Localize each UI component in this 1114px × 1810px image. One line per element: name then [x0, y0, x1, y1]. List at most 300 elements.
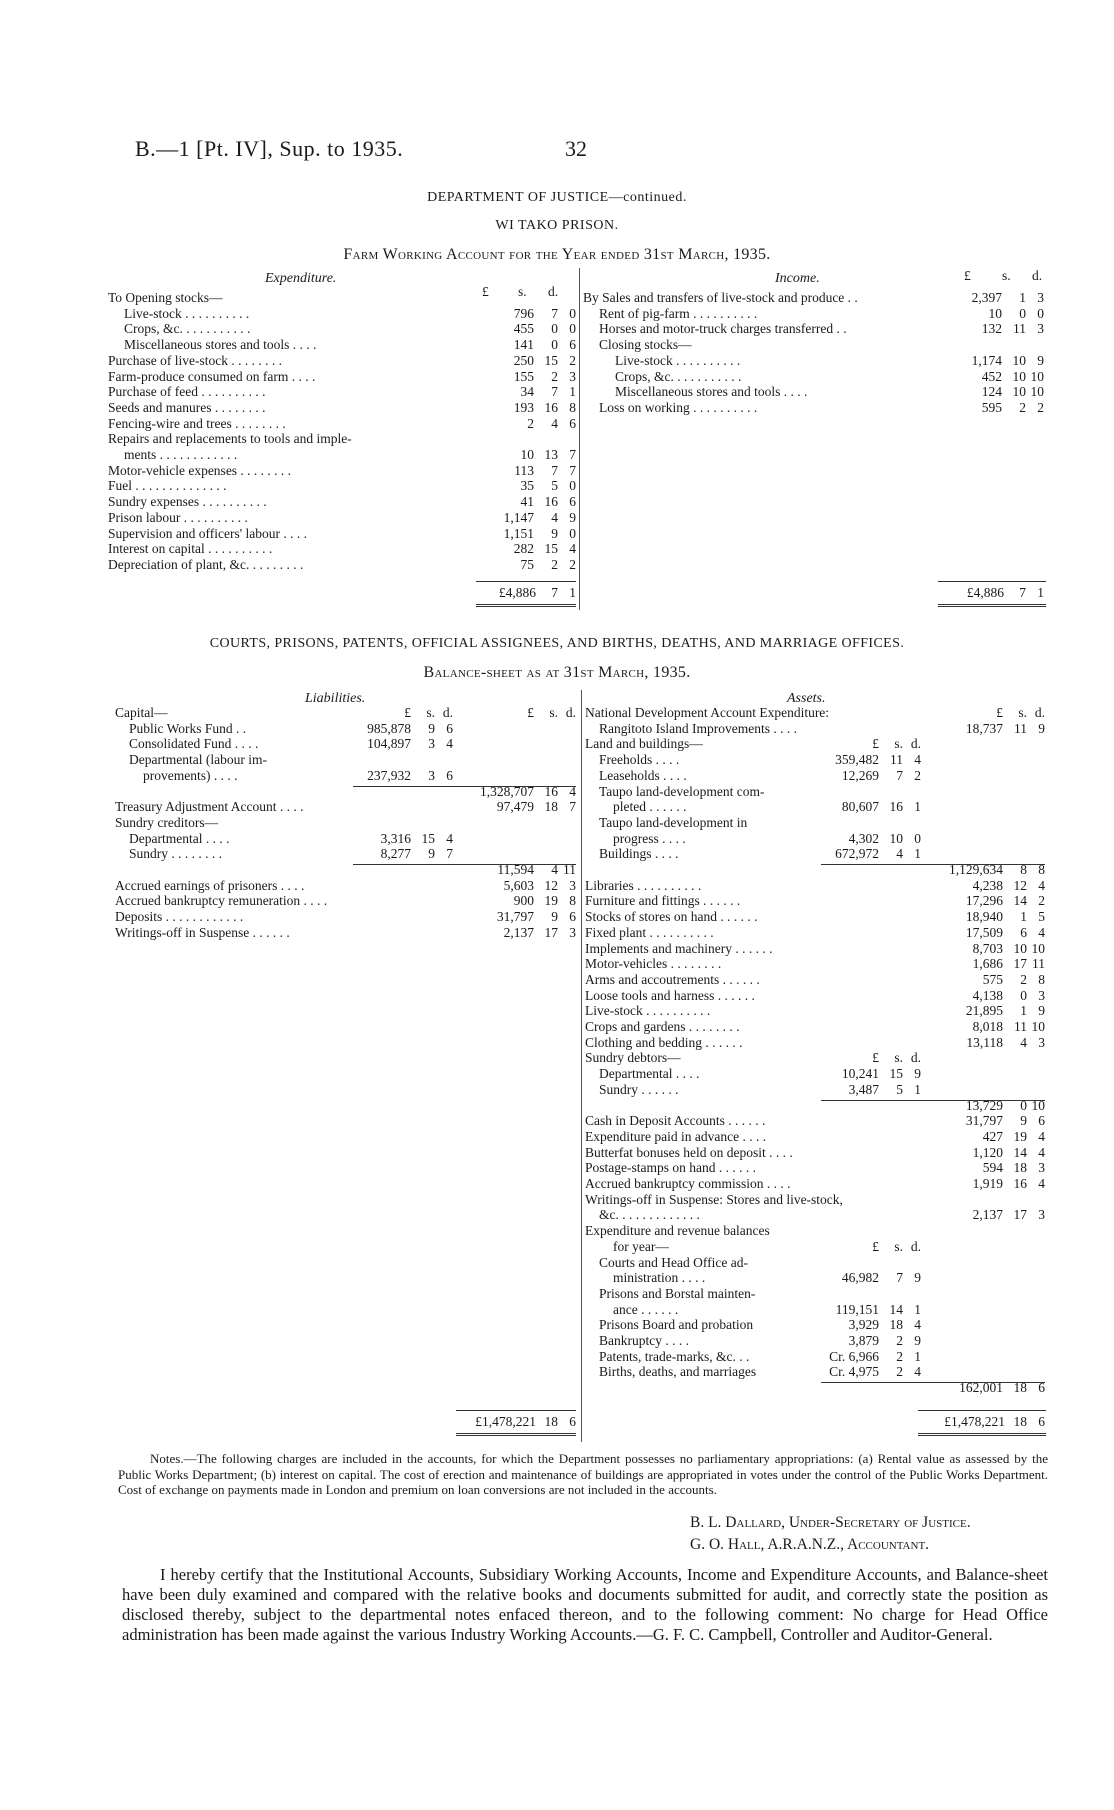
asset-row-inner-shillings: 18 — [889, 1317, 903, 1333]
exp-row-pounds: 35 — [520, 478, 534, 494]
inc-row-shillings: 11 — [1013, 321, 1026, 337]
asset-row-label: pleted . . . . . . — [613, 799, 687, 815]
asset-row-inner-pence: 1 — [914, 1081, 921, 1097]
asset-row-subtotal-rule — [821, 1382, 1045, 1383]
asset-row-inner-pence: 9 — [914, 1270, 921, 1286]
asset-row-pounds: 1,919 — [972, 1176, 1003, 1191]
asset-row-inner-shillings: s. — [894, 1050, 903, 1066]
inc-row-label: Rent of pig-farm . . . . . . . . . . — [599, 305, 758, 321]
asset-row-inner-pence: d. — [910, 1050, 921, 1066]
inc-row-label: Live-stock . . . . . . . . . . — [615, 352, 741, 368]
asset-row-shillings: 1 — [1020, 1003, 1027, 1019]
liab-total-rule — [456, 1410, 576, 1411]
exp-row-pence: 8 — [569, 399, 576, 415]
exp-row-pence: 0 — [569, 478, 576, 494]
asset-row-subtotal-rule — [821, 1100, 1045, 1101]
asset-row-label: Loose tools and harness . . . . . . — [585, 987, 755, 1003]
exp-row-shillings: 16 — [544, 494, 558, 510]
exp-row-pence: 9 — [569, 509, 576, 525]
asset-row-pence: 2 — [1038, 893, 1045, 909]
asset-row-shillings: 0 — [1020, 987, 1027, 1003]
asset-row-label: Cash in Deposit Accounts . . . . . . — [585, 1113, 766, 1129]
expenditure-label: Expenditure. — [265, 271, 337, 286]
asset-row-label: Postage-stamps on hand . . . . . . — [585, 1160, 756, 1176]
inc-row-pounds: 2,397 — [971, 290, 1002, 305]
asset-row-shillings: 18 — [1013, 1380, 1027, 1396]
liab-row-label: Accrued bankruptcy remuneration . . . . — [115, 893, 328, 909]
liab-row-inner-pounds: £ — [404, 705, 411, 720]
asset-row-pounds: 18,737 — [965, 720, 1003, 736]
inc-row-pence: 10 — [1030, 384, 1044, 400]
asset-row-shillings: 18 — [1013, 1160, 1027, 1176]
asset-row-shillings: 12 — [1013, 877, 1027, 893]
asset-row-inner-shillings: s. — [894, 736, 903, 752]
asset-row-shillings: 11 — [1014, 1019, 1027, 1034]
liab-row-subtotal-rule — [353, 864, 576, 865]
liab-row-shillings: s. — [549, 705, 558, 720]
exp-row-label: Farm-produce consumed on farm . . . . — [108, 368, 316, 384]
asset-row-inner-pence: 1 — [914, 799, 921, 815]
exp-row-pounds: 155 — [513, 368, 534, 384]
asset-row-pence: 8 — [1038, 862, 1045, 877]
farm-divider — [579, 268, 580, 610]
asset-row-inner-pounds: 80,607 — [841, 799, 879, 815]
liab-row-inner-pence: 7 — [446, 846, 453, 862]
exp-row-pence: 7 — [569, 447, 576, 462]
asset-row-shillings: 14 — [1013, 893, 1027, 909]
bs-subtitle: Balance-sheet as at 31st March, 1935. — [423, 664, 691, 681]
asset-row-inner-pence: 1 — [914, 1301, 921, 1317]
exp-row-label: Depreciation of plant, &c. . . . . . . . . — [108, 556, 304, 572]
inc-row-shillings: 10 — [1012, 352, 1026, 368]
inc-row-label: By Sales and transfers of live-stock and produce . . — [583, 290, 858, 305]
asset-row-pounds: 13,729 — [965, 1097, 1003, 1113]
asset-row-inner-pounds: Cr. 6,966 — [829, 1348, 879, 1364]
asset-row-pounds: 18,940 — [965, 909, 1003, 925]
asset-row-inner-pounds: £ — [872, 1238, 879, 1254]
asset-row-shillings: 4 — [1020, 1034, 1027, 1050]
exp-row-label: Purchase of live-stock . . . . . . . . — [108, 352, 282, 368]
liab-row-shillings: 4 — [551, 862, 558, 877]
inc-row-label: Horses and motor-truck charges transferred . . — [599, 321, 847, 337]
assets-label: Assets. — [787, 691, 826, 706]
asset-row-label: Taupo land-development com- — [599, 783, 765, 799]
liab-row-pence: 3 — [569, 877, 576, 893]
exp-row-shillings: 7 — [551, 462, 558, 478]
asset-row-label: Prisons and Borstal mainten- — [599, 1285, 756, 1301]
asset-row-inner-shillings: 5 — [896, 1081, 903, 1097]
asset-row-inner-shillings: 16 — [889, 799, 903, 815]
asset-row-label: Expenditure and revenue balances — [585, 1223, 770, 1239]
liab-row-label: provements) . . . . — [143, 767, 238, 783]
asset-row-inner-pounds: 119,151 — [835, 1301, 879, 1317]
exp-row-shillings: 5 — [551, 478, 558, 494]
exp-row-label: Purchase of feed . . . . . . . . . . — [108, 384, 266, 400]
liab-row-label: Capital— — [115, 705, 168, 720]
asset-row-label: &c. . . . . . . . . . . . . — [599, 1207, 700, 1223]
liab-row-pounds: 2,137 — [503, 924, 534, 940]
asset-row-shillings: 11 — [1014, 720, 1027, 736]
exp-row-pence: 0 — [569, 305, 576, 321]
exp-row-pence: 0 — [569, 525, 576, 541]
asset-row-shillings: 2 — [1020, 971, 1027, 987]
asset-row-inner-pounds: 3,929 — [848, 1317, 879, 1333]
exp-row-shillings: 7 — [551, 305, 558, 321]
asset-row-inner-pence: d. — [910, 1238, 921, 1254]
asset-row-pence: 4 — [1038, 1144, 1045, 1160]
bs-divider — [581, 690, 582, 1442]
asset-row-label: Live-stock . . . . . . . . . . — [585, 1003, 711, 1019]
liab-row-inner-shillings: 9 — [428, 720, 435, 736]
asset-row-label: Taupo land-development in — [599, 814, 748, 830]
inc-row-shillings: 10 — [1012, 368, 1026, 384]
asset-row-inner-shillings: 10 — [889, 830, 903, 846]
inc-row-shillings: 10 — [1012, 384, 1026, 400]
asset-row-label: Accrued bankruptcy commission . . . . — [585, 1176, 791, 1191]
asset-row-pence: 10 — [1031, 1097, 1045, 1113]
asset-row-inner-shillings: 2 — [896, 1333, 903, 1348]
exp-row-shillings: 4 — [551, 509, 558, 525]
exp-row-label: Seeds and manures . . . . . . . . — [108, 399, 266, 415]
asset-row-pence: 4 — [1038, 877, 1045, 893]
asset-row-shillings: 8 — [1020, 862, 1027, 877]
page-number: 32 — [565, 136, 587, 161]
liab-row-inner-pence: 4 — [446, 736, 453, 752]
asset-row-inner-shillings: 11 — [890, 752, 903, 768]
liab-row-label: Sundry creditors— — [115, 814, 219, 830]
inc-row-shillings: 1 — [1019, 290, 1026, 305]
asset-row-label: Land and buildings— — [585, 736, 703, 752]
liab-row-shillings: 9 — [551, 909, 558, 925]
signature-accountant: G. O. Hall, A.R.A.N.Z., Accountant. — [690, 1536, 930, 1553]
liabilities-label: Liabilities. — [305, 691, 366, 706]
inc-row-pence: 2 — [1037, 399, 1044, 415]
asset-row-label: Courts and Head Office ad- — [599, 1254, 748, 1270]
liab-row-inner-pence: d. — [442, 705, 453, 720]
asset-row-pounds: 575 — [982, 971, 1003, 987]
exp-row-pounds: 113 — [514, 462, 534, 478]
audit-certificate: I hereby certify that the Institutional Accounts, Subsidiary Working Accounts, Income and Expenditure Accounts, and Balance-sheet have been duly examined and compared with the relative books and documents submitted for audit, and correctly state the position as disclosed thereby, subject to the departmental notes enfaced thereon, and to the following comment: No charge for Head Office administration has been made against the various Industry Working Accounts.—G. F. C. Campbell, Controller and Auditor-General. — [122, 1565, 1048, 1644]
asset-row-label: Implements and machinery . . . . . . — [585, 940, 773, 956]
prison-title: WI TAKO PRISON. — [495, 218, 619, 233]
asset-row-shillings: 19 — [1013, 1128, 1027, 1144]
asset-row-pounds: 8,018 — [972, 1019, 1003, 1034]
liab-row-inner-shillings: 3 — [428, 736, 435, 752]
asset-row-label: Expenditure paid in advance . . . . — [585, 1128, 767, 1144]
asset-row-label: Fixed plant . . . . . . . . . . — [585, 924, 714, 940]
liab-row-pence: 3 — [569, 924, 576, 940]
asset-row-pence: 6 — [1038, 1380, 1045, 1396]
asset-row-inner-pence: 0 — [914, 830, 921, 846]
asset-row-shillings: 17 — [1013, 956, 1027, 972]
exp-row-label: ments . . . . . . . . . . . . — [124, 447, 238, 462]
asset-row-pounds: 1,120 — [972, 1144, 1003, 1160]
asset-row-inner-pence: 4 — [914, 752, 921, 768]
asset-row-pence: 3 — [1038, 1207, 1045, 1223]
asset-row-inner-pounds: 10,241 — [841, 1066, 879, 1082]
exp-row-pounds: 75 — [520, 556, 534, 572]
asset-row-inner-pence: 4 — [914, 1364, 921, 1380]
liab-row-inner-pence: 4 — [446, 830, 453, 846]
exp-row-pence: 6 — [569, 415, 576, 431]
inc-row-pounds: 10 — [988, 305, 1002, 321]
liab-row-inner-pounds: 985,878 — [367, 720, 411, 736]
asset-row-label: Motor-vehicles . . . . . . . . — [585, 956, 722, 972]
liab-row-shillings: 18 — [544, 799, 558, 815]
liab-row-subtotal-rule — [353, 786, 576, 787]
asset-row-label: Butterfat bonuses held on deposit . . . . — [585, 1144, 793, 1160]
asset-row-pounds: 17,296 — [965, 893, 1003, 909]
exp-row-pounds: 10 — [520, 447, 534, 462]
farm-inc-total-rule — [938, 581, 1046, 582]
asset-row-label: for year— — [613, 1238, 669, 1254]
asset-row-label: Arms and accoutrements . . . . . . — [585, 971, 760, 987]
asset-row-inner-shillings: 2 — [896, 1364, 903, 1380]
asset-row-shillings: 9 — [1020, 1113, 1027, 1129]
exp-row-pounds: 455 — [513, 321, 534, 337]
asset-row-pounds: 4,138 — [972, 987, 1003, 1003]
asset-row-pence: 4 — [1038, 924, 1045, 940]
asset-row-pence: 4 — [1038, 1128, 1045, 1144]
inc-row-pence: 0 — [1037, 305, 1044, 321]
asset-row-inner-pounds: 46,982 — [841, 1270, 879, 1286]
inc-row-label: Closing stocks— — [599, 337, 692, 353]
inc-row-shillings: 0 — [1019, 305, 1026, 321]
liab-row-inner-pence: 6 — [446, 720, 453, 736]
asset-row-pence: 5 — [1038, 909, 1045, 925]
liab-row-inner-pence: 6 — [446, 767, 453, 783]
inc-row-label: Miscellaneous stores and tools . . . . — [615, 384, 808, 400]
asset-row-label: Rangitoto Island Improvements . . . . — [599, 720, 797, 736]
farm-exp-total-double-rule — [476, 604, 576, 607]
exp-row-pounds: 1,151 — [503, 525, 534, 541]
liab-row-pounds: 5,603 — [503, 877, 534, 893]
exp-row-pence: 4 — [569, 541, 576, 557]
asset-row-label: Freeholds . . . . — [599, 752, 680, 768]
asset-row-label: Stocks of stores on hand . . . . . . — [585, 909, 758, 925]
liab-row-label: Departmental . . . . — [129, 830, 230, 846]
liab-row-pence: 8 — [569, 893, 576, 909]
exp-row-shillings: 0 — [551, 321, 558, 337]
liab-row-pence: 11 — [563, 862, 576, 877]
asset-row-label: ministration . . . . — [613, 1270, 706, 1286]
inc-row-pounds: 595 — [981, 399, 1002, 415]
exp-row-pence: 0 — [569, 321, 576, 337]
exp-row-pounds: 250 — [513, 352, 534, 368]
asset-row-inner-pounds: 4,302 — [848, 830, 879, 846]
asset-row-inner-pounds: 359,482 — [835, 752, 879, 768]
liab-row-inner-pounds: 104,897 — [367, 736, 411, 752]
exp-row-pence: 6 — [569, 337, 576, 353]
liab-total-double-rule — [456, 1433, 576, 1436]
asset-row-inner-shillings: s. — [894, 1238, 903, 1254]
liab-row-inner-shillings: s. — [426, 705, 435, 720]
page-header-ref: B.—1 [Pt. IV], Sup. to 1935. — [135, 136, 404, 161]
asset-row-shillings: s. — [1018, 705, 1027, 720]
asset-row-label: ance . . . . . . — [613, 1301, 679, 1317]
exp-row-label: Prison labour . . . . . . . . . . — [108, 509, 248, 525]
liab-row-pounds: 31,797 — [496, 909, 534, 925]
asset-row-shillings: 14 — [1013, 1144, 1027, 1160]
liab-row-label: Writings-off in Suspense . . . . . . — [115, 924, 290, 940]
asset-row-inner-pounds: 3,879 — [848, 1333, 879, 1348]
asset-row-inner-pence: 9 — [914, 1333, 921, 1348]
exp-row-pounds: 41 — [520, 494, 534, 510]
exp-row-pence: 6 — [569, 494, 576, 510]
exp-row-shillings: 15 — [544, 352, 558, 368]
asset-row-pence: 3 — [1038, 987, 1045, 1003]
income-label: Income. — [775, 271, 820, 286]
exp-row-shillings: 16 — [544, 399, 558, 415]
inc-row-shillings: 2 — [1019, 399, 1026, 415]
liab-row-label: Consolidated Fund . . . . — [129, 736, 259, 752]
asset-row-label: Crops and gardens . . . . . . . . — [585, 1019, 740, 1034]
exp-row-pounds: 141 — [513, 337, 534, 353]
exp-row-pounds: 2 — [527, 415, 534, 431]
liab-row-label: Public Works Fund . . — [129, 720, 247, 736]
asset-row-inner-shillings: 15 — [889, 1066, 903, 1082]
liab-row-pounds: £ — [527, 705, 534, 720]
asset-row-label: Prisons Board and probation — [599, 1317, 754, 1333]
exp-row-pence: 2 — [569, 556, 576, 572]
inc-row-pence: 3 — [1037, 290, 1044, 305]
asset-row-shillings: 0 — [1020, 1097, 1027, 1113]
exp-row-label: Interest on capital . . . . . . . . . . — [108, 541, 273, 557]
exp-row-shillings: 15 — [544, 541, 558, 557]
asset-row-pence: 10 — [1031, 1019, 1045, 1034]
farm-exp-total-rule — [476, 581, 576, 582]
liab-row-label: Deposits . . . . . . . . . . . . — [115, 909, 244, 925]
asset-row-label: Departmental . . . . — [599, 1066, 700, 1082]
exp-row-label: Crops, &c. . . . . . . . . . . — [124, 321, 251, 337]
asset-row-inner-pounds: Cr. 4,975 — [829, 1364, 879, 1380]
asset-row-pence: 8 — [1038, 971, 1045, 987]
asset-row-pence: 4 — [1038, 1176, 1045, 1191]
asset-row-inner-pounds: £ — [872, 1050, 879, 1066]
liab-row-inner-shillings: 3 — [428, 767, 435, 783]
asset-row-pounds: 1,129,634 — [949, 862, 1003, 877]
asset-row-label: Births, deaths, and marriages — [599, 1364, 757, 1380]
asset-row-inner-pounds: 12,269 — [841, 767, 879, 783]
exp-row-label: Motor-vehicle expenses . . . . . . . . — [108, 462, 292, 478]
asset-row-label: progress . . . . — [613, 830, 686, 846]
asset-row-inner-pounds: 672,972 — [835, 846, 879, 862]
asset-row-pounds: 2,137 — [972, 1207, 1003, 1223]
asset-row-inner-shillings: 7 — [896, 1270, 903, 1286]
exp-row-label: Sundry expenses . . . . . . . . . . — [108, 494, 267, 510]
inc-row-pounds: 452 — [981, 368, 1002, 384]
asset-row-pence: 11 — [1032, 956, 1045, 972]
asset-row-inner-pence: d. — [910, 736, 921, 752]
liab-row-label: Sundry . . . . . . . . — [129, 846, 223, 862]
assets-total-double-rule — [918, 1433, 1046, 1436]
exp-row-shillings: 2 — [551, 556, 558, 572]
liab-row-shillings: 12 — [544, 877, 558, 893]
inc-row-pounds: 124 — [981, 384, 1002, 400]
asset-row-pounds: 1,686 — [972, 956, 1003, 972]
inc-row-label: Loss on working . . . . . . . . . . — [599, 399, 758, 415]
asset-row-pence: 10 — [1031, 940, 1045, 956]
inc-row-pence: 9 — [1037, 352, 1044, 368]
inc-row-pence: 10 — [1030, 368, 1044, 384]
asset-row-pounds: 13,118 — [966, 1034, 1003, 1050]
liab-row-inner-shillings: 9 — [428, 846, 435, 862]
asset-row-inner-shillings: 14 — [889, 1301, 903, 1317]
department-title: DEPARTMENT OF JUSTICE—continued. — [427, 190, 687, 205]
asset-row-label: Buildings . . . . — [599, 846, 679, 862]
asset-row-shillings: 10 — [1013, 940, 1027, 956]
asset-row-label: Sundry debtors— — [585, 1050, 681, 1066]
inc-row-label: Crops, &c. . . . . . . . . . . — [615, 368, 742, 384]
exp-row-pounds: 34 — [520, 384, 534, 400]
asset-row-label: Leaseholds . . . . — [599, 767, 687, 783]
asset-row-pounds: 162,001 — [959, 1380, 1003, 1396]
asset-row-label: Patents, trade-marks, &c. . . — [599, 1348, 750, 1364]
asset-row-inner-pounds: 3,487 — [848, 1081, 879, 1097]
notes-paragraph: Notes.—The following charges are included in the accounts, for which the Department possesses no parliamentary appropriations: (a) Rental value as assessed by the Public Works Department; (b) interest on capital. The cost of erection and maintenance of buildings are appropriated in votes under the control of the Public Works Department. Cost of exchange on payments made in London and premium on loan conversions are not included in the accounts. — [118, 1451, 1048, 1497]
exp-row-label: Supervision and officers' labour . . . . — [108, 525, 308, 541]
asset-row-inner-shillings: 2 — [896, 1348, 903, 1364]
asset-row-inner-shillings: 4 — [896, 846, 903, 862]
asset-row-pence: 3 — [1038, 1160, 1045, 1176]
asset-row-pounds: 594 — [982, 1160, 1003, 1176]
asset-row-pounds: 31,797 — [965, 1113, 1003, 1129]
liab-row-label: Treasury Adjustment Account . . . . — [115, 799, 304, 815]
exp-row-label: To Opening stocks— — [108, 290, 223, 305]
exp-row-pounds: 796 — [513, 305, 534, 321]
exp-row-shillings: 7 — [551, 384, 558, 400]
assets-total-rule — [918, 1410, 1046, 1411]
asset-row-shillings: 17 — [1013, 1207, 1027, 1223]
exp-row-pounds: 1,147 — [503, 509, 534, 525]
bs-title: COURTS, PRISONS, PATENTS, OFFICIAL ASSIGNEES, AND BIRTHS, DEATHS, AND MARRIAGE OFFICES. — [209, 636, 905, 651]
asset-row-pounds: 427 — [982, 1128, 1003, 1144]
exp-row-pence: 7 — [569, 462, 576, 478]
asset-row-label: Furniture and fittings . . . . . . — [585, 893, 741, 909]
asset-row-label: Clothing and bedding . . . . . . — [585, 1034, 743, 1050]
liab-row-pounds: 900 — [513, 893, 534, 909]
asset-row-label: Sundry . . . . . . — [599, 1081, 679, 1097]
liab-row-pence: 4 — [569, 783, 576, 799]
asset-row-inner-pence: 1 — [914, 1348, 921, 1364]
inc-row-pounds: 1,174 — [971, 352, 1002, 368]
exp-row-label: Repairs and replacements to tools and imple- — [108, 431, 352, 447]
liab-row-pounds: 97,479 — [496, 799, 534, 815]
liab-row-inner-shillings: 15 — [421, 830, 435, 846]
exp-row-label: Live-stock . . . . . . . . . . — [124, 305, 250, 321]
signature-under-secretary: B. L. Dallard, Under-Secretary of Justice. — [690, 1514, 971, 1531]
liab-row-inner-pounds: 237,932 — [367, 767, 411, 783]
asset-row-label: Writings-off in Suspense: Stores and live-stock, — [585, 1191, 843, 1207]
liab-row-pence: d. — [565, 705, 576, 720]
exp-row-shillings: 2 — [551, 368, 558, 384]
asset-row-shillings: 1 — [1020, 909, 1027, 925]
asset-row-pence: 9 — [1038, 1003, 1045, 1019]
liab-row-pounds: 1,328,707 — [480, 783, 534, 799]
inc-row-pounds: 132 — [981, 321, 1002, 337]
exp-row-label: Fencing-wire and trees . . . . . . . . — [108, 415, 286, 431]
exp-row-shillings: 9 — [551, 525, 558, 541]
liab-row-inner-pounds: 8,277 — [380, 846, 411, 862]
liab-row-inner-pounds: 3,316 — [380, 830, 411, 846]
farm-inc-total-double-rule — [938, 604, 1046, 607]
asset-row-inner-shillings: 7 — [896, 767, 903, 783]
liab-row-pence: 7 — [569, 799, 576, 815]
exp-row-pence: 3 — [569, 368, 576, 384]
liab-row-label: Departmental (labour im- — [129, 752, 267, 768]
asset-row-inner-pounds: £ — [872, 736, 879, 752]
asset-row-inner-pence: 9 — [914, 1066, 921, 1082]
